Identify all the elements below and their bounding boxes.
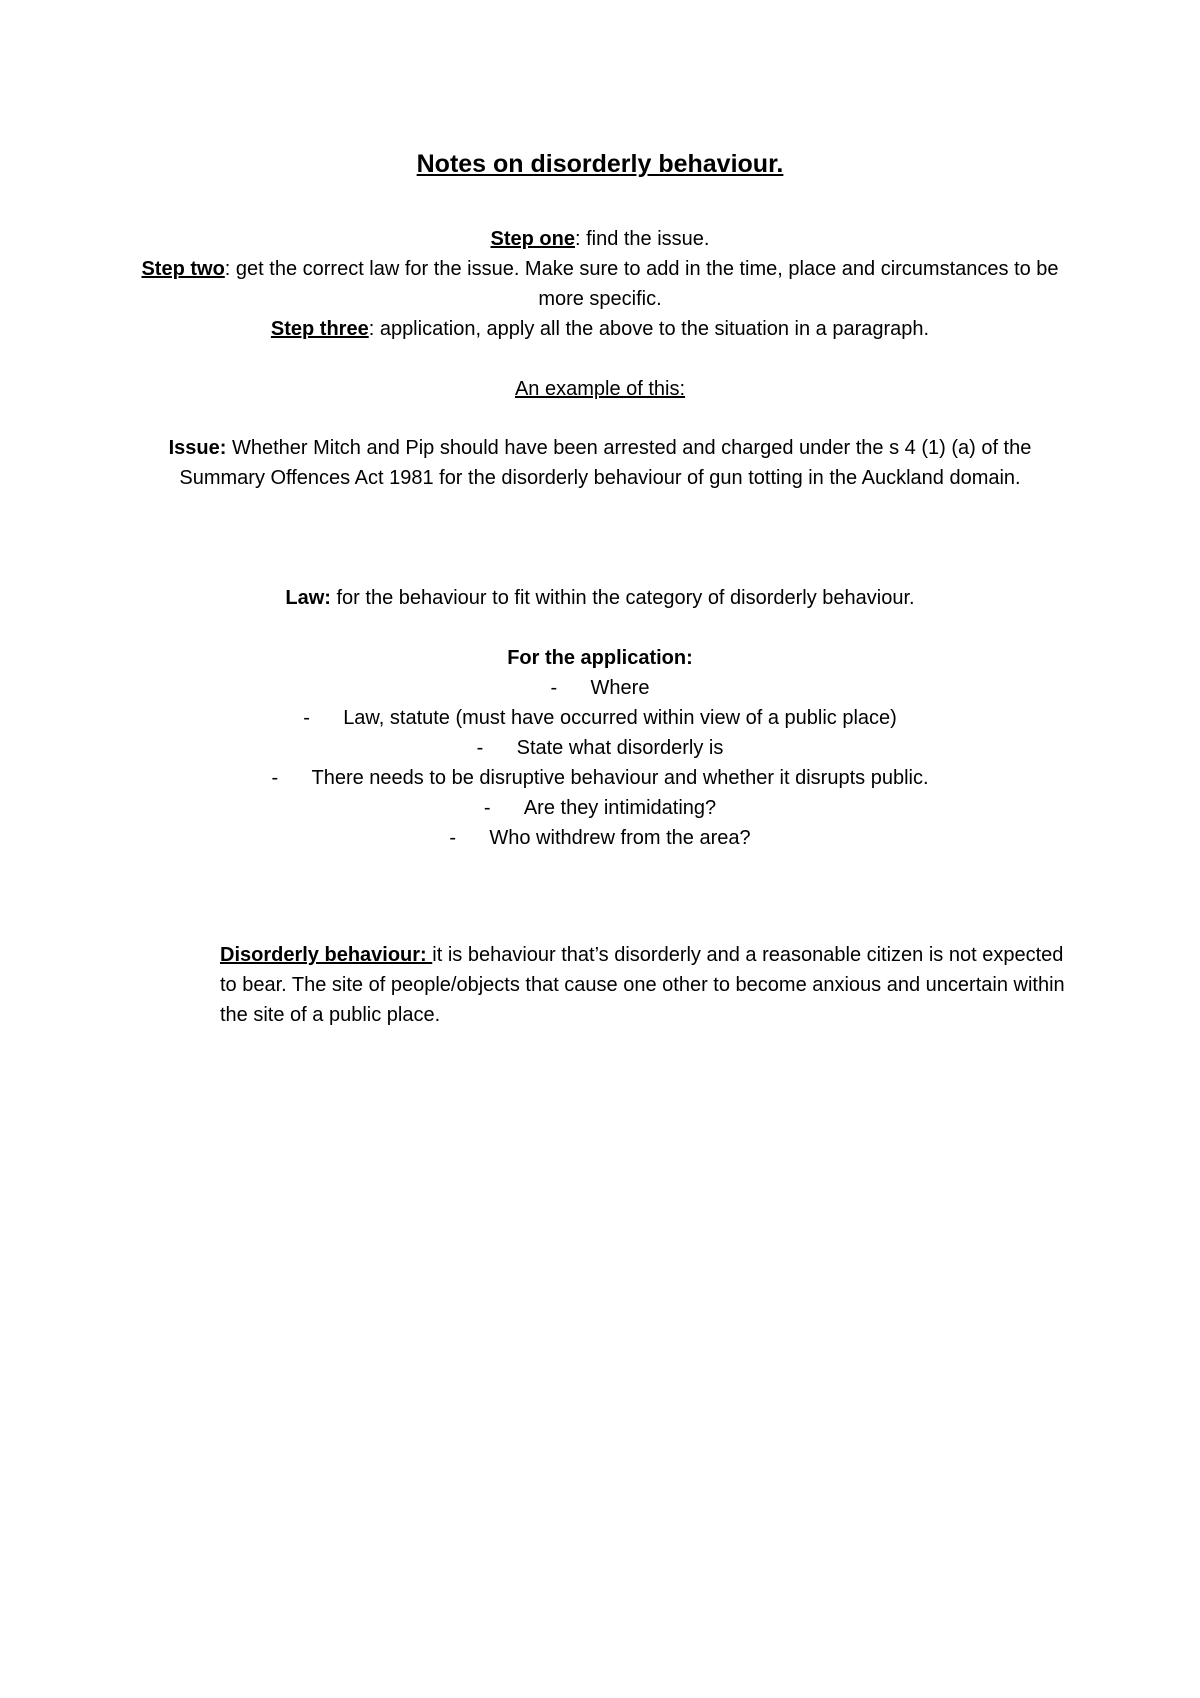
list-item: - There needs to be disruptive behaviour and whether it disrupts public. xyxy=(130,763,1070,793)
bullet-dash: - xyxy=(550,677,558,699)
step-three-label: Step three xyxy=(270,318,369,340)
bullet-dash: - xyxy=(449,827,457,849)
law-text: for the behaviour to fit within the category of disorderly behaviour. xyxy=(330,587,915,609)
definition-paragraph xyxy=(220,940,1070,1030)
step-one-label: Step one xyxy=(490,228,575,250)
step-one xyxy=(130,224,1070,254)
list-item: - Law, statute (must have occurred within view of a public place) xyxy=(130,703,1070,733)
bullet-dash: - xyxy=(303,707,310,729)
step-two-text: : get the correct law for the issue. Make sure to add in the time, place and circumstances to be more specific. xyxy=(224,258,1059,310)
list-item: - Are they intimidating? xyxy=(130,793,1070,823)
application-list xyxy=(130,673,1070,853)
step-two xyxy=(130,254,1070,314)
example-heading: An example of this: xyxy=(514,378,686,400)
step-two-label: Step two xyxy=(141,258,225,280)
issue-label: Issue: xyxy=(168,437,227,459)
list-item: - State what disorderly is xyxy=(130,733,1070,763)
bullet-dash: - xyxy=(476,737,484,759)
list-item: - Who withdrew from the area? xyxy=(130,823,1070,853)
bullet-dash: - xyxy=(271,767,279,789)
bullet-dash: - xyxy=(483,797,491,819)
step-three-text: : application, apply all the above to the situation in a paragraph. xyxy=(368,318,930,340)
law-paragraph xyxy=(130,583,1070,613)
law-label: Law: xyxy=(285,587,331,609)
step-one-text: : find the issue. xyxy=(574,228,710,250)
page-title: Notes on disorderly behaviour. xyxy=(416,150,784,178)
list-item: - Where xyxy=(130,673,1070,703)
issue-text: Whether Mitch and Pip should have been arrested and charged under the s 4 (1) (a) of the Summary Offences Act 1981 for the disorderly behaviour of gun totting in the Auckland domain. xyxy=(179,437,1032,489)
definition-label: Disorderly behaviour: xyxy=(220,944,433,966)
step-three xyxy=(130,314,1070,344)
definition-text: it is behaviour that’s disorderly and a reasonable citizen is not expected to bear. The site of people/objects that cause one other to become anxious and uncertain within the site of a public place. xyxy=(220,944,1065,1026)
application-heading: For the application: xyxy=(507,647,693,669)
steps-section xyxy=(130,224,1070,344)
issue-paragraph xyxy=(130,433,1070,493)
